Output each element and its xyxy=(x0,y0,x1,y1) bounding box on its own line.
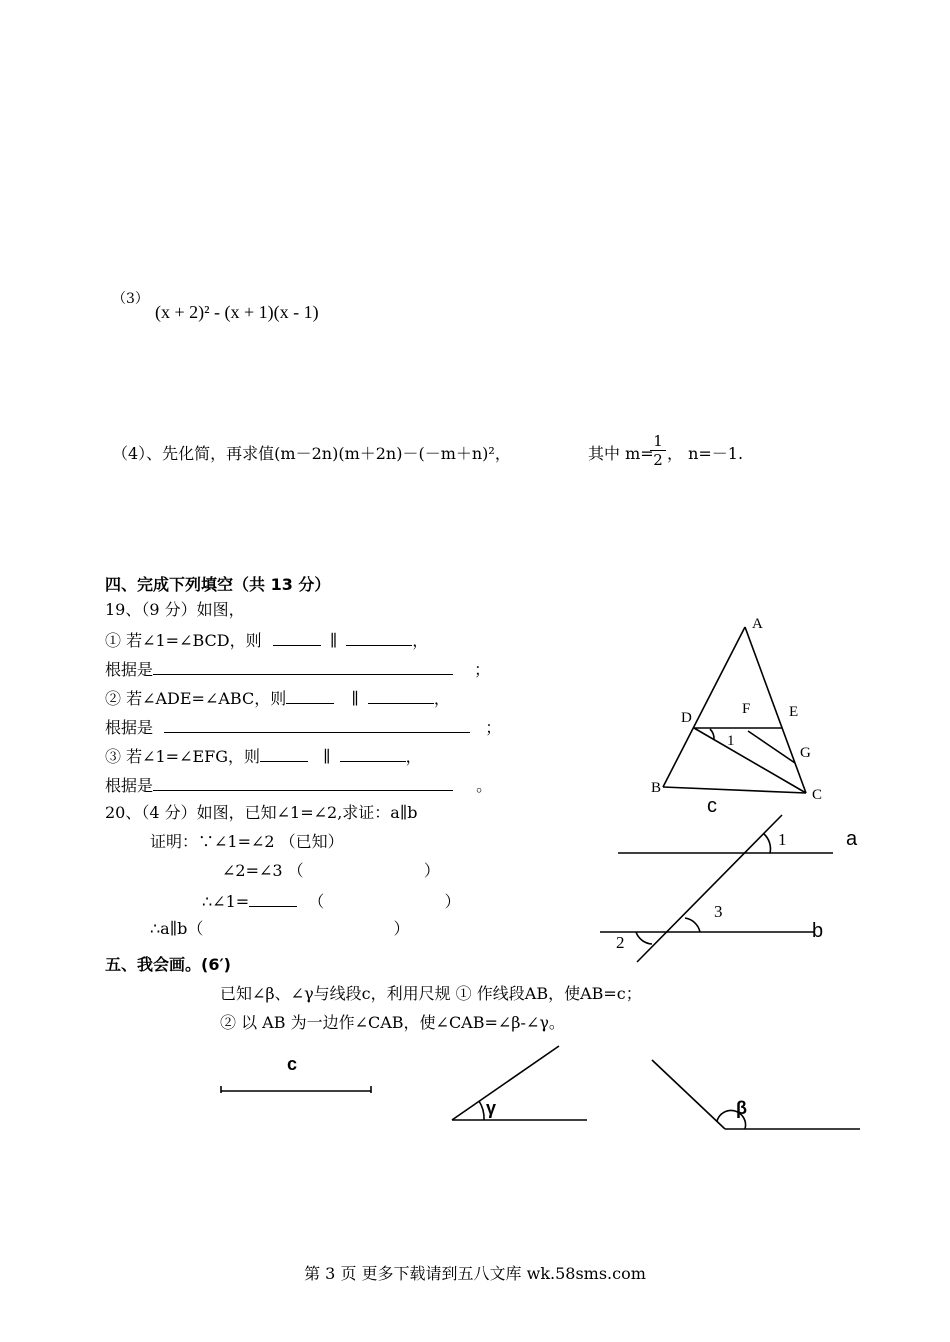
parallel-symbol: ∥ xyxy=(323,747,331,766)
q19-line1-text: ① 若∠1=∠BCD，则 xyxy=(105,631,262,650)
parallel-symbol: ∥ xyxy=(351,689,359,708)
label-c: C xyxy=(812,787,823,803)
reason-label: 根据是 xyxy=(105,776,154,795)
paren-close: ） xyxy=(444,892,461,911)
q19-line2-text: ② 若∠ADE=∠ABC，则 xyxy=(105,689,287,708)
paren-open: （ xyxy=(308,892,325,911)
label-e: E xyxy=(789,704,799,720)
angle-2-arc xyxy=(636,932,652,944)
label-a: a xyxy=(846,828,858,850)
label-1: 1 xyxy=(778,830,787,849)
q19-line3-text: ③ 若∠1=∠EFG，则 xyxy=(105,747,261,766)
segment-dc xyxy=(694,728,806,793)
transversal xyxy=(637,815,782,962)
section-5-title: 五、我会画。(6′) xyxy=(105,955,231,974)
q20-head: 20、（4 分）如图，已知∠1=∠2,求证：a∥b xyxy=(105,803,418,822)
gamma-label: γ xyxy=(486,1098,497,1118)
label-angle-1: 1 xyxy=(727,733,735,749)
problem-4-text: （4）、先化简，再求值(m－2n)(m＋2n)－(－m＋n)²， xyxy=(112,444,511,463)
beta-label: β xyxy=(736,1098,747,1118)
label-d: D xyxy=(681,710,692,726)
problem-3-expression: (x + 2)² - (x + 1)(x - 1) xyxy=(155,302,319,322)
angle-3-arc xyxy=(685,918,700,932)
parallel-labels xyxy=(616,828,858,952)
gamma-side-ray xyxy=(452,1046,559,1120)
label-g: G xyxy=(800,745,811,761)
paren-close: ） xyxy=(393,919,410,938)
fraction-denominator: 2 xyxy=(653,451,663,469)
comma: ， xyxy=(412,631,429,650)
section-4-title: 四、完成下列填空（共 13 分） xyxy=(105,575,331,594)
label-c-side: c xyxy=(707,795,717,817)
reason-label: 根据是 xyxy=(105,718,154,737)
period: 。 xyxy=(476,776,493,795)
edge-bc xyxy=(663,787,806,793)
drawing-labels xyxy=(287,1054,747,1118)
q20-proof-2-text: ∠2=∠3 （ xyxy=(222,861,304,880)
problem-4-cond-prefix: 其中 m= xyxy=(588,444,654,463)
q19-head: 19、（9 分）如图， xyxy=(105,600,245,619)
label-a: A xyxy=(752,616,763,632)
label-2: 2 xyxy=(616,933,625,952)
paren-close: ） xyxy=(423,861,440,880)
fraction-numerator: 1 xyxy=(653,432,663,450)
semicolon: ； xyxy=(474,660,491,679)
drawing-figures xyxy=(221,1046,860,1129)
label-b: B xyxy=(651,780,662,796)
parallel-symbol: ∥ xyxy=(329,631,338,650)
angle-1-arc xyxy=(764,834,770,853)
comma: ， xyxy=(405,747,422,766)
label-f: F xyxy=(742,701,751,717)
problem-4-cond-suffix: ， n=－1. xyxy=(667,444,744,463)
problem-3-number: （3） xyxy=(112,291,149,307)
section-5-line2: ② 以 AB 为一边作∠CAB，使∠CAB=∠β-∠γ。 xyxy=(220,1013,565,1032)
q20-proof-4-text: ∴a∥b（ xyxy=(150,919,204,938)
section-5-line1: 已知∠β、∠γ与线段c，利用尺规 ① 作线段AB，使AB=c； xyxy=(220,984,642,1003)
q20-proof-3-text: ∴∠1= xyxy=(202,892,250,911)
comma: ， xyxy=(433,689,450,708)
page-footer: 第 3 页 更多下载请到五八文库 wk.58sms.com xyxy=(304,1264,646,1283)
reason-label: 根据是 xyxy=(105,660,154,679)
semicolon: ； xyxy=(485,718,502,737)
gamma-arc xyxy=(479,1101,484,1120)
segment-fg xyxy=(748,731,795,763)
label-3: 3 xyxy=(714,902,723,921)
q20-proof-1: 证明：∵∠1=∠2 （已知） xyxy=(150,832,344,851)
edge-ab xyxy=(663,627,745,787)
segment-c-label: c xyxy=(287,1054,298,1074)
beta-side-ray xyxy=(652,1060,725,1129)
label-b: b xyxy=(812,920,824,942)
parallel-lines-figure xyxy=(600,815,833,962)
